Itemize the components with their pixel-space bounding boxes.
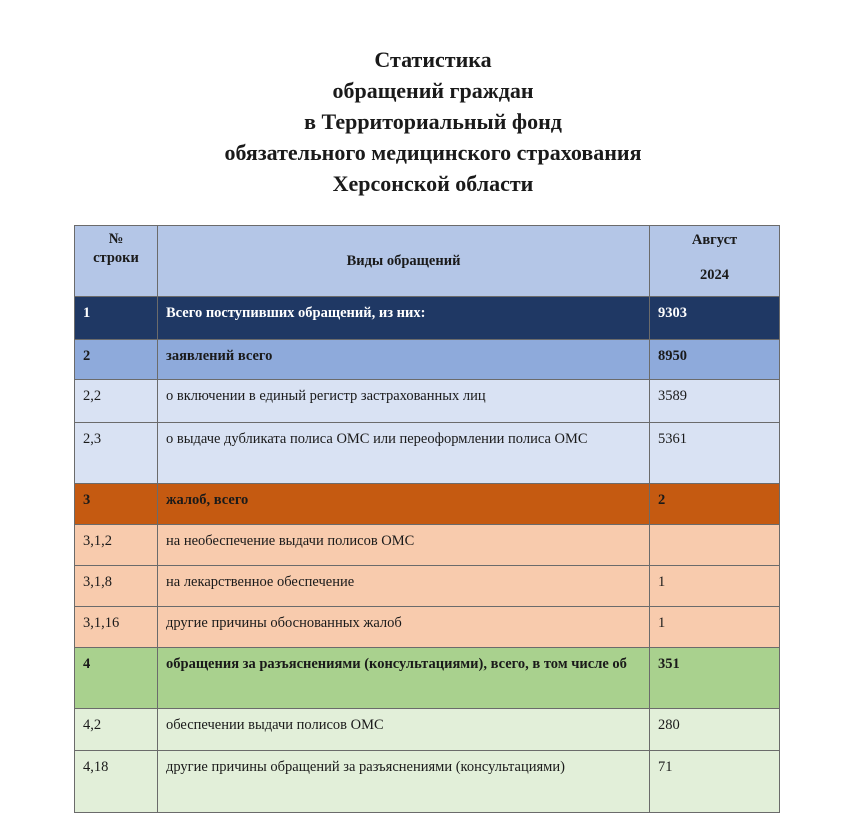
row-number: 4,18 — [75, 751, 158, 813]
table-row — [75, 751, 780, 813]
row-value: 1 — [650, 607, 780, 648]
table-row — [75, 423, 780, 484]
row-value: 9303 — [650, 297, 780, 340]
row-number: 2,3 — [75, 423, 158, 484]
row-value: 3589 — [650, 380, 780, 423]
header-year: 2024 — [700, 267, 729, 283]
row-number: 4,2 — [75, 709, 158, 751]
title-line: Статистика — [374, 47, 492, 72]
row-number: 1 — [75, 297, 158, 340]
table-row-complaints — [75, 484, 780, 525]
row-value: 2 — [650, 484, 780, 525]
row-number: 2,2 — [75, 380, 158, 423]
statistics-table — [74, 225, 780, 813]
table-row — [75, 525, 780, 566]
table-row-applications — [75, 340, 780, 380]
header-period — [650, 226, 780, 297]
header-row-number — [75, 226, 158, 297]
title-line: обязательного медицинского страхования — [224, 140, 642, 165]
table-row-total — [75, 297, 780, 340]
row-value: 1 — [650, 566, 780, 607]
row-number: 3,1,8 — [75, 566, 158, 607]
table-row-consultations — [75, 648, 780, 709]
row-number: 3 — [75, 484, 158, 525]
row-label: на необеспечение выдачи полисов ОМС — [158, 525, 650, 566]
row-number: 3,1,2 — [75, 525, 158, 566]
title-line: в Территориальный фонд — [304, 109, 562, 134]
row-label: о выдаче дубликата полиса ОМС или переоформлении полиса ОМС — [158, 423, 650, 484]
row-value: 351 — [650, 648, 780, 709]
header-number-word: строки — [93, 250, 139, 266]
row-label: Всего поступивших обращений, из них: — [158, 297, 650, 340]
table-row — [75, 380, 780, 423]
row-number: 2 — [75, 340, 158, 380]
row-value: 5361 — [650, 423, 780, 484]
row-label: о включении в единый регистр застрахованных лиц — [158, 380, 650, 423]
row-label: заявлений всего — [158, 340, 650, 380]
table-row — [75, 566, 780, 607]
header-number-sign: № — [108, 231, 124, 247]
table-row — [75, 709, 780, 751]
title-line: обращений граждан — [332, 78, 534, 103]
document-title — [0, 44, 854, 199]
row-value — [650, 525, 780, 566]
row-label: другие причины обращений за разъяснениями (консультациями) — [158, 751, 650, 813]
row-label: жалоб, всего — [158, 484, 650, 525]
header-month: Август — [691, 232, 738, 248]
row-label: обращения за разъяснениями (консультациями), всего, в том числе об — [158, 648, 650, 709]
row-value: 8950 — [650, 340, 780, 380]
title-line: Херсонской области — [332, 171, 534, 196]
row-value: 280 — [650, 709, 780, 751]
row-label: на лекарственное обеспечение — [158, 566, 650, 607]
row-label: обеспечении выдачи полисов ОМС — [158, 709, 650, 751]
table-row — [75, 607, 780, 648]
row-value: 71 — [650, 751, 780, 813]
row-number: 3,1,16 — [75, 607, 158, 648]
table-header-row — [75, 226, 780, 297]
header-request-type: Виды обращений — [158, 226, 650, 297]
row-label: другие причины обоснованных жалоб — [158, 607, 650, 648]
row-number: 4 — [75, 648, 158, 709]
